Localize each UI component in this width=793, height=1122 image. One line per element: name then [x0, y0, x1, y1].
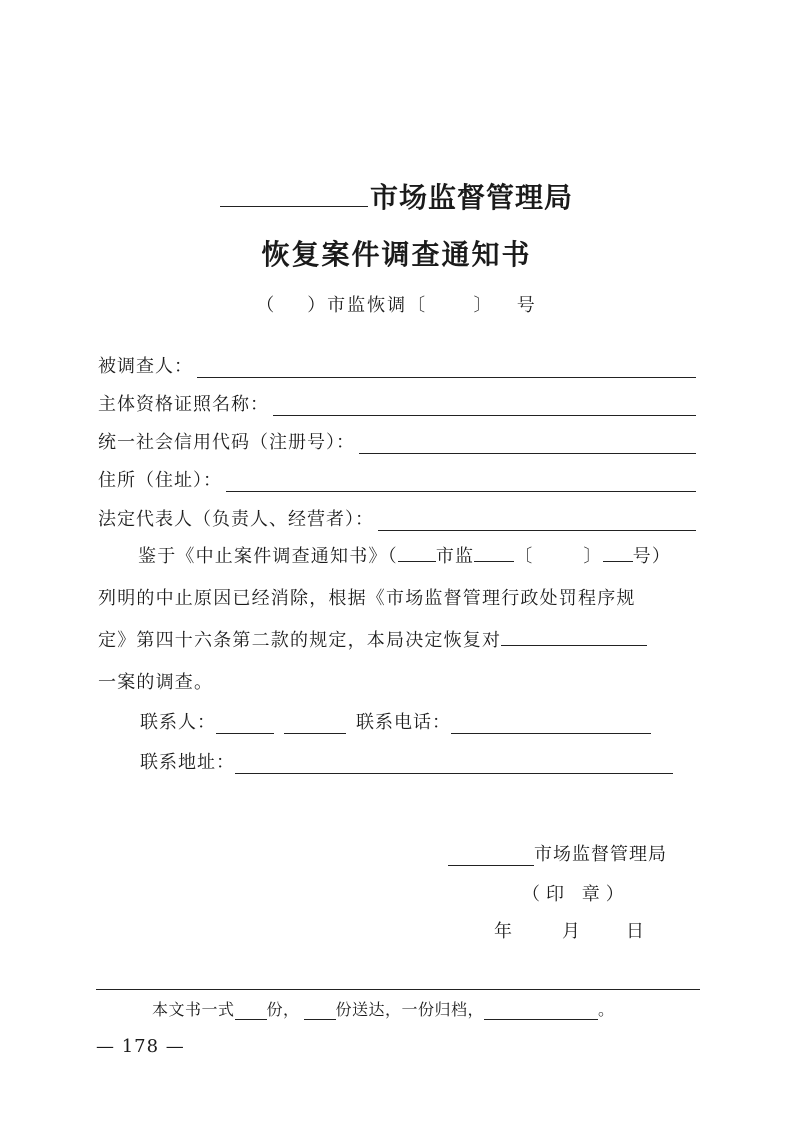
footer-blank-1: [235, 1003, 267, 1020]
doc-no-suffix: 号: [516, 295, 537, 316]
agency-name-blank: [220, 176, 368, 207]
field-license-name: [98, 388, 696, 416]
contact-person-label: 联系人：: [140, 712, 216, 733]
doc-no-open: （: [256, 295, 277, 316]
contact-person-blank-2: [284, 715, 346, 734]
body-line-3: [98, 620, 698, 662]
field-credit-code-blank: [359, 433, 696, 454]
body-p1-b: 市监: [435, 546, 475, 567]
footer-copies-note: [152, 997, 615, 1020]
document-agency-heading: [0, 176, 793, 216]
date-day: 日: [626, 921, 644, 942]
field-legal-rep-blank: [378, 510, 696, 531]
footer-d: 。: [598, 1000, 615, 1019]
field-credit-code: [98, 426, 696, 454]
field-address: [98, 464, 696, 492]
signature-agency: [448, 840, 667, 866]
body-p1-d: 〕: [583, 546, 603, 567]
body-paragraph: [98, 536, 698, 704]
ref-blank-2: [474, 543, 514, 562]
contact-person-row: [140, 706, 651, 734]
doc-no-middle: ）市监恢调〔: [307, 295, 428, 316]
page-number: — 178 —: [96, 1036, 185, 1057]
contact-phone-label: 联系电话：: [356, 712, 451, 733]
contact-person-blank-1: [216, 715, 274, 734]
case-blank: [501, 627, 647, 646]
document-number: [0, 291, 793, 317]
doc-no-close: 〕: [473, 295, 494, 316]
footer-b: 份，: [266, 1000, 300, 1019]
field-credit-code-label: 统一社会信用代码（注册号）：: [98, 432, 355, 453]
signature-agency-blank: [448, 847, 534, 866]
field-license-name-label: 主体资格证照名称：: [98, 394, 269, 415]
field-legal-rep: [98, 503, 696, 531]
contact-phone-blank: [451, 715, 651, 734]
signature-agency-name: 市场监督管理局: [534, 844, 667, 865]
body-p1-e: 号）: [632, 546, 672, 567]
contact-address-label: 联系地址：: [140, 752, 235, 773]
body-p1-c: 〔: [514, 546, 534, 567]
footer-c: 份送达，一份归档，: [335, 1000, 485, 1019]
field-license-name-blank: [273, 395, 696, 416]
body-line-2: 列明的中止原因已经消除，根据《市场监督管理行政处罚程序规: [98, 588, 636, 609]
body-line-4: 一案的调查。: [98, 672, 214, 693]
footer-divider: [96, 989, 700, 990]
agency-suffix: 市场监督管理局: [369, 181, 573, 214]
footer-a: 本文书一式: [152, 1000, 235, 1019]
ref-blank-1: [398, 543, 436, 562]
ref-blank-3: [603, 543, 633, 562]
signature-date: [494, 917, 644, 943]
field-address-blank: [226, 471, 696, 492]
field-legal-rep-label: 法定代表人（负责人、经营者）：: [98, 509, 374, 530]
field-investigated-blank: [197, 357, 696, 378]
field-investigated: [98, 350, 696, 378]
seal-label: （印 章）: [522, 884, 630, 905]
contact-address-row: [140, 746, 673, 774]
contact-address-blank: [235, 755, 673, 774]
date-year: 年: [494, 921, 512, 942]
body-p1-a: 鉴于《中止案件调查通知书》（: [138, 546, 398, 567]
footer-blank-3: [484, 1003, 598, 1020]
footer-blank-2: [304, 1003, 336, 1020]
field-investigated-label: 被调查人：: [98, 356, 193, 377]
body-p3: 定》第四十六条第二款的规定，本局决定恢复对: [98, 630, 502, 651]
body-line-1: [98, 536, 698, 578]
date-month: 月: [562, 921, 580, 942]
document-title: 恢复案件调查通知书: [261, 238, 532, 271]
field-address-label: 住所（住址）：: [98, 470, 222, 491]
